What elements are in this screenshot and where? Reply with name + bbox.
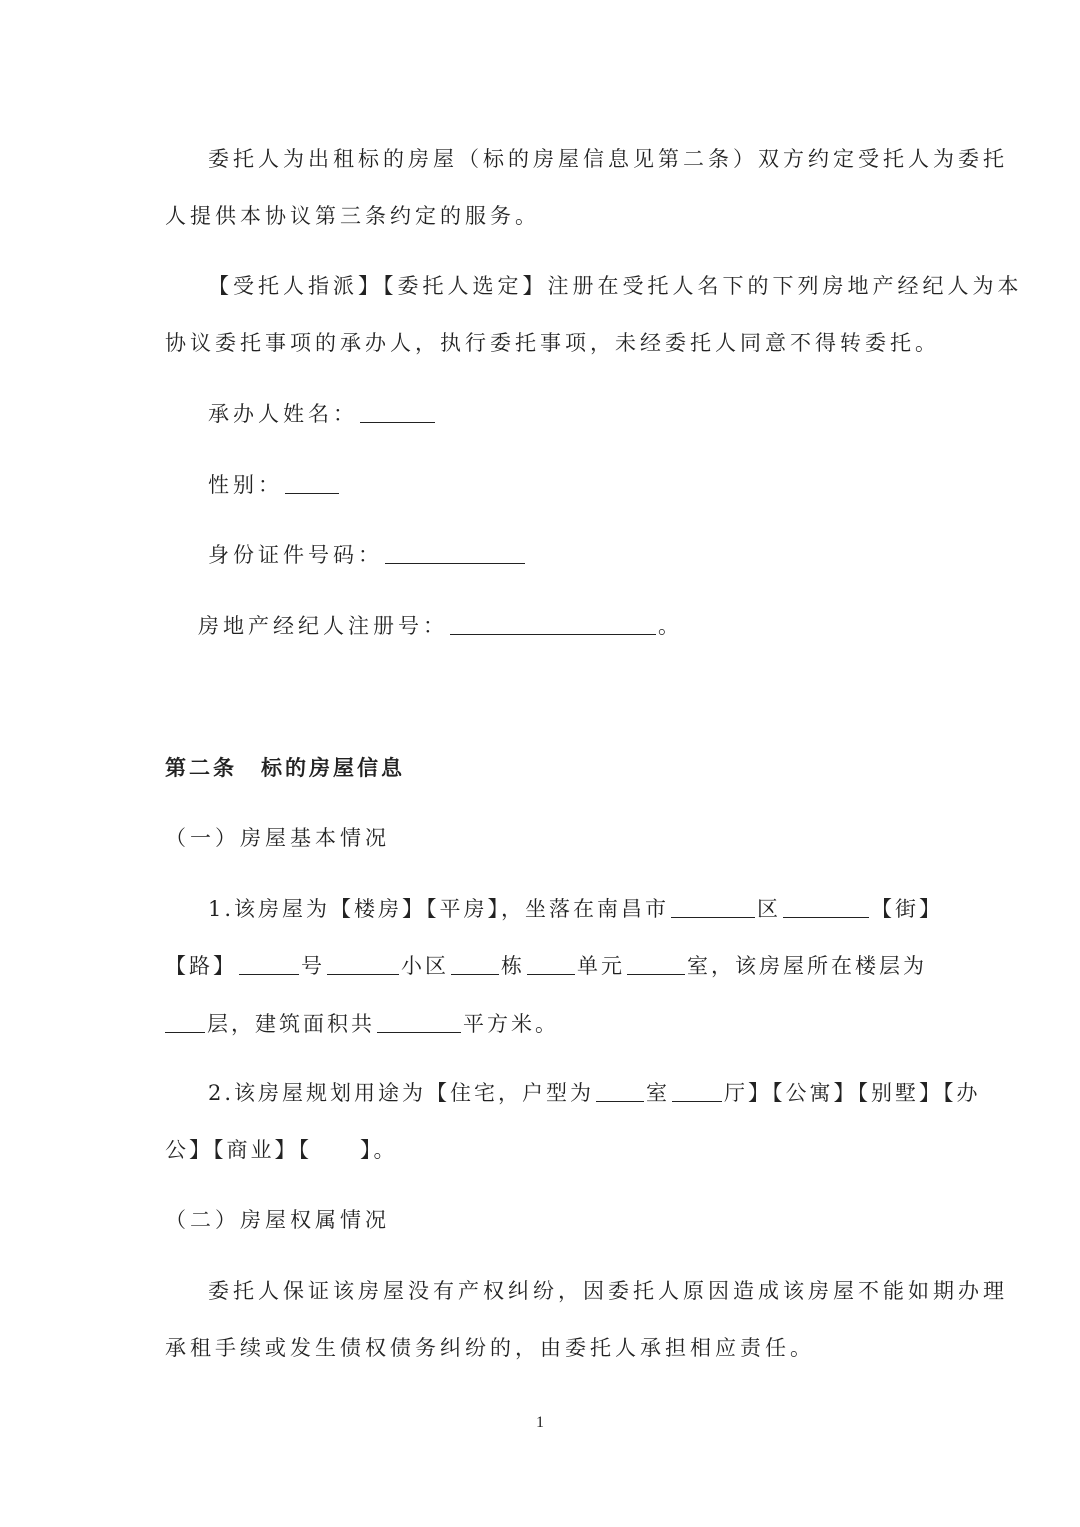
item-1-text-j: 层，建筑面积共 [207, 1012, 375, 1036]
item-1-text-b: 区 [757, 897, 782, 921]
paragraph-3-line-1: 委托人保证该房屋没有产权纠纷，因委托人原因造成该房屋不能如期办理 [208, 1279, 1008, 1303]
item-1-text-k: 平方米。 [463, 1012, 559, 1036]
halls-blank[interactable] [672, 1079, 722, 1102]
agent-registration-end: 。 [658, 614, 683, 638]
gender-blank[interactable] [285, 471, 339, 494]
paragraph-2-line-1: 【受托人指派】【委托人选定】注册在受托人名下的下列房地产经纪人为本 [208, 274, 1023, 298]
building-blank[interactable] [451, 952, 499, 975]
section-2-heading: 第二条 标的房屋信息 [165, 755, 405, 780]
handler-name-blank[interactable] [360, 400, 435, 423]
gender-label: 性别： [208, 473, 283, 497]
page-number: 1 [536, 1414, 544, 1431]
item-2-line-2: 公】【商业】【 】。 [165, 1138, 398, 1162]
item-1-text-e: 号 [301, 954, 325, 978]
paragraph-2-line-2: 协议委托事项的承办人，执行委托事项，未经委托人同意不得转委托。 [165, 331, 940, 355]
paragraph-3-line-2: 承租手续或发生债权债务纠纷的，由委托人承担相应责任。 [165, 1336, 815, 1360]
item-1-line-2 [165, 951, 927, 981]
item-2-text-b: 室 [646, 1081, 671, 1105]
item-2-text-a: 2.该房屋规划用途为【住宅，户型为 [208, 1081, 595, 1105]
item-1-text-a: 1.该房屋为【楼房】【平房】，坐落在南昌市 [208, 897, 670, 921]
subsection-1-heading: （一）房屋基本情况 [165, 826, 390, 850]
community-blank[interactable] [327, 952, 399, 975]
id-number-label: 身份证件号码： [208, 543, 383, 567]
handler-name-label: 承办人姓名： [208, 402, 358, 426]
floor-blank[interactable] [165, 1010, 205, 1033]
paragraph-1-line-1: 委托人为出租标的房屋（标的房屋信息见第二条）双方约定受托人为委托 [208, 147, 1008, 171]
road-number-blank[interactable] [239, 952, 299, 975]
agent-registration-blank[interactable] [450, 612, 656, 635]
paragraph-1-line-2: 人提供本协议第三条约定的服务。 [165, 204, 540, 228]
handler-name-field [208, 399, 437, 429]
gender-field [208, 470, 341, 500]
unit-blank[interactable] [527, 952, 575, 975]
item-1-line-3 [165, 1009, 559, 1039]
id-number-blank[interactable] [385, 541, 525, 564]
item-2-text-c: 厅】【公寓】【别墅】【办 [724, 1081, 981, 1105]
district-blank[interactable] [671, 895, 755, 918]
id-number-field [208, 540, 527, 570]
item-1-text-i: 室，该房屋所在楼层为 [687, 954, 927, 978]
item-1-text-h: 单元 [577, 954, 625, 978]
item-2-line-1 [208, 1078, 981, 1108]
item-1-line-1 [208, 894, 943, 924]
item-1-text-c: 【街】 [871, 897, 944, 921]
item-1-text-g: 栋 [501, 954, 525, 978]
area-blank[interactable] [377, 1010, 461, 1033]
agent-registration-label: 房地产经纪人注册号： [198, 614, 448, 638]
room-blank[interactable] [627, 952, 685, 975]
item-1-text-d: 【路】 [165, 954, 237, 978]
agent-registration-field [198, 611, 683, 641]
rooms-blank[interactable] [596, 1079, 644, 1102]
item-1-text-f: 小区 [401, 954, 449, 978]
subsection-2-heading: （二）房屋权属情况 [165, 1208, 390, 1232]
street-blank[interactable] [783, 895, 869, 918]
